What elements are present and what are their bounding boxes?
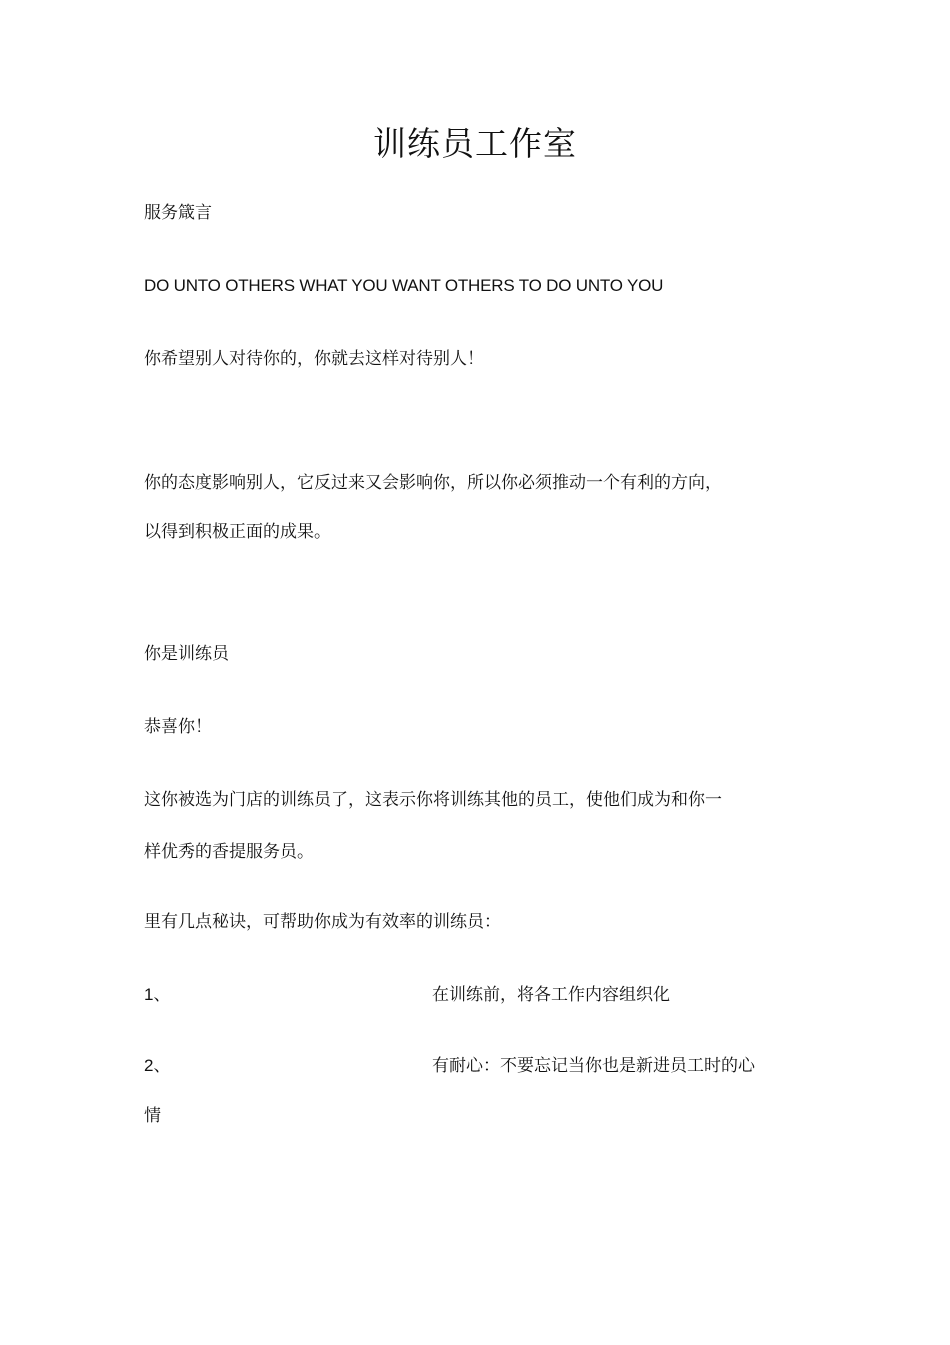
tips-intro: 里有几点秘诀，可帮助你成为有效率的训练员： (144, 912, 501, 932)
motto-chinese: 你希望别人对待你的，你就去这样对待别人！ (144, 349, 484, 369)
selected-paragraph-line-2: 样优秀的香提服务员。 (144, 842, 314, 862)
attitude-paragraph-line-2: 以得到积极正面的成果。 (144, 522, 331, 542)
attitude-paragraph-line-1: 你的态度影响别人，它反过来又会影响你，所以你必须推动一个有利的方向， (144, 473, 722, 493)
tip-text: 在训练前，将各工作内容组织化 (432, 985, 670, 1005)
tip-text: 有耐心：不要忘记当你也是新进员工时的心 (432, 1056, 755, 1076)
tip-number: 2、 (144, 1056, 171, 1075)
selected-paragraph-line-1: 这你被选为门店的训练员了，这表示你将训练其他的员工，使他们成为和你一 (144, 790, 722, 810)
motto-english: DO UNTO OTHERS WHAT YOU WANT OTHERS TO DO UNTO YOU (144, 276, 664, 295)
document-title: 训练员工作室 (373, 124, 577, 163)
congrats-line: 恭喜你！ (144, 717, 212, 737)
motto-heading: 服务箴言 (144, 203, 212, 223)
tip-number: 1、 (144, 985, 171, 1004)
tip-continuation: 情 (144, 1106, 161, 1126)
trainer-heading: 你是训练员 (144, 644, 229, 664)
